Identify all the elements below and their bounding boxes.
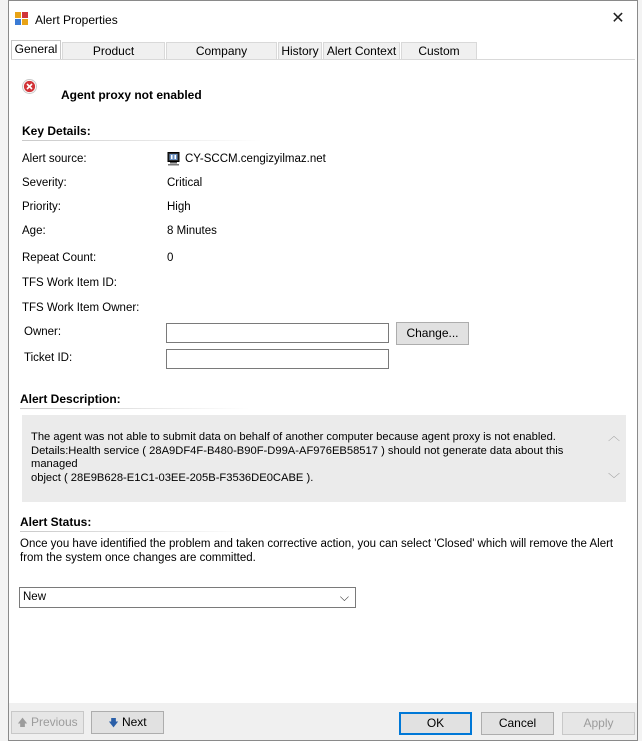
tab-general[interactable]: General	[11, 40, 61, 60]
alert-source-value: CY-SCCM.cengizyilmaz.net	[185, 153, 326, 165]
chevron-down-icon: ⌵	[339, 590, 349, 604]
tab-alert-context[interactable]: Alert Context	[323, 42, 400, 60]
age-value: 8 Minutes	[167, 225, 217, 237]
dialog-footer	[9, 703, 637, 740]
critical-error-icon	[22, 79, 37, 94]
tab-history[interactable]: History	[278, 42, 322, 60]
tfs-work-item-id-label: TFS Work Item ID:	[22, 277, 117, 289]
scroll-down-icon[interactable]: ﹀	[608, 472, 621, 486]
next-label: Next	[121, 715, 147, 729]
ticket-id-field[interactable]	[166, 349, 389, 369]
alert-source-label: Alert source:	[22, 153, 87, 165]
arrow-down-icon: 🡇	[108, 718, 119, 729]
title-bar	[9, 1, 637, 39]
alert-properties-dialog	[8, 0, 638, 741]
alert-status-help	[20, 537, 625, 565]
close-icon[interactable]: ✕	[611, 10, 625, 27]
priority-value: High	[167, 201, 191, 213]
severity-value: Critical	[167, 177, 203, 189]
ticket-id-label: Ticket ID:	[24, 352, 73, 364]
alert-description-divider	[20, 408, 250, 409]
tab-company-knowledge[interactable]: Company	[166, 42, 277, 60]
alert-status-divider	[20, 531, 250, 532]
previous-label: Previous	[30, 715, 78, 729]
window-title: Alert Properties	[35, 13, 118, 27]
alert-name: Agent proxy not enabled	[61, 88, 202, 102]
alert-description-header: Alert Description:	[20, 392, 121, 406]
description-line-3: object ( 28E9B628-E1C1-03EE-205B-F3536DE0CABE ).	[31, 471, 314, 484]
ok-button[interactable]: OK	[399, 712, 472, 735]
alert-properties-icon	[15, 12, 29, 26]
arrow-up-icon: 🡅	[17, 718, 28, 729]
key-details-header: Key Details:	[22, 124, 91, 138]
change-owner-button[interactable]: Change...	[396, 322, 469, 345]
computer-icon	[167, 152, 180, 166]
priority-label: Priority:	[22, 201, 61, 213]
scroll-up-icon[interactable]: ︿	[608, 429, 621, 443]
repeat-count-value: 0	[167, 252, 174, 264]
alert-status-value: New	[23, 591, 47, 603]
status-help-line-1: Once you have identified the problem and taken corrective action, you can select 'Closed' which will remove the Alert	[20, 538, 614, 550]
tab-custom-fields[interactable]: Custom	[401, 42, 477, 60]
next-button[interactable]	[91, 711, 164, 734]
previous-button[interactable]	[11, 711, 84, 734]
alert-status-select[interactable]	[19, 587, 356, 608]
alert-status-header: Alert Status:	[20, 515, 92, 529]
owner-label: Owner:	[24, 326, 62, 338]
key-details-divider	[22, 140, 262, 141]
repeat-count-label: Repeat Count:	[22, 252, 97, 264]
severity-label: Severity:	[22, 177, 67, 189]
background-app-left	[0, 0, 8, 741]
tab-product-knowledge[interactable]: Product	[62, 42, 165, 60]
apply-button[interactable]: Apply	[562, 712, 635, 735]
general-tab-panel	[11, 60, 635, 703]
description-line-2: Details:Health service ( 28A9DF4F-B480-B90F-D99A-AF976EB58517 ) should not generate data about this managed	[31, 444, 564, 470]
alert-description-box[interactable]	[22, 415, 626, 502]
tfs-work-item-owner-label: TFS Work Item Owner:	[22, 302, 140, 314]
status-help-line-2: from the system once changes are committed.	[20, 552, 256, 564]
description-line-1: The agent was not able to submit data on behalf of another computer because agent proxy is not enabled.	[31, 431, 556, 443]
alert-description-text	[31, 431, 601, 485]
age-label: Age:	[22, 225, 46, 237]
owner-field[interactable]	[166, 323, 389, 343]
cancel-button[interactable]: Cancel	[481, 712, 554, 735]
